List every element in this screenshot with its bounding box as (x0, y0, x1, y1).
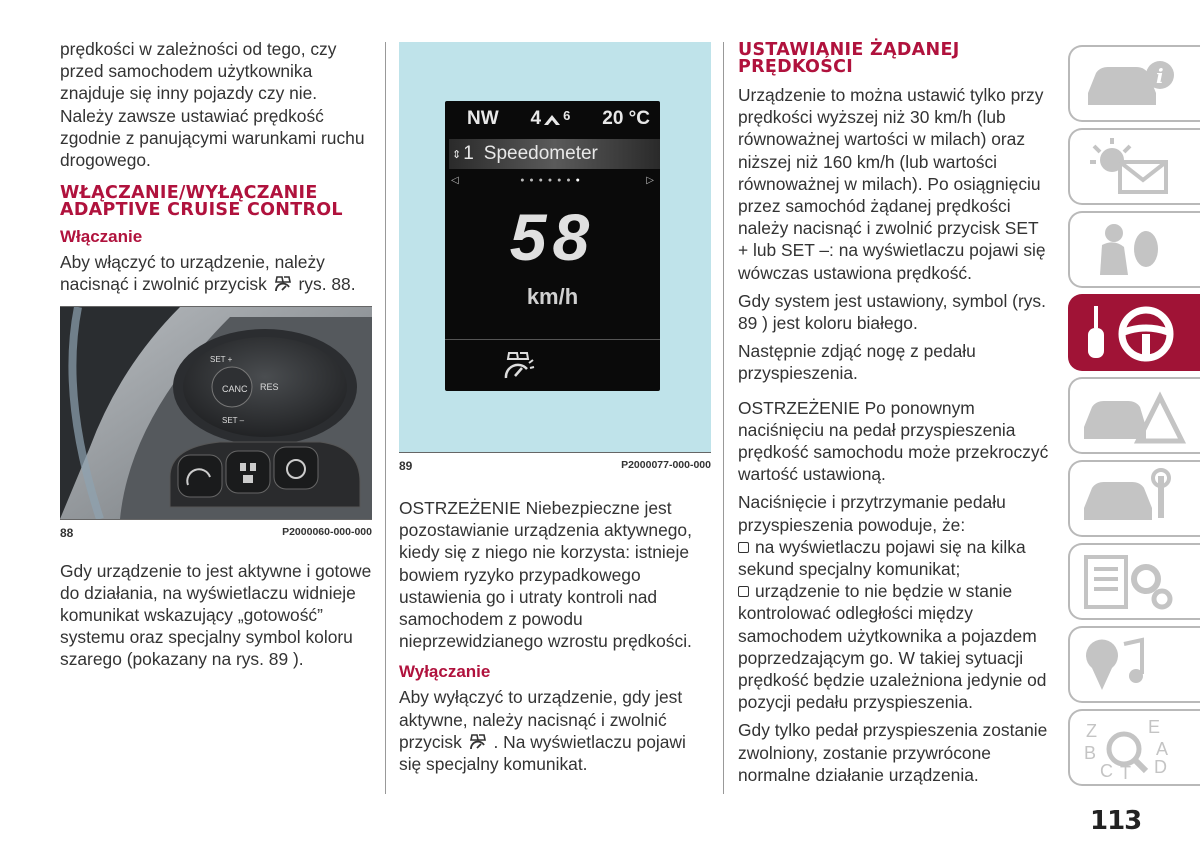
fig88-label-set-plus: SET + (210, 354, 233, 364)
bullet-1-text: na wyświetlaczu pojawi się na kilka sekund specjalny komunikat; (738, 536, 1026, 580)
menu-updown-icon: ⇕ (452, 148, 462, 161)
index-icon (1080, 717, 1190, 779)
paragraph-switch-off (399, 686, 711, 775)
figure-88-code: P2000060-000-000 (282, 525, 372, 538)
tab-warning-lights[interactable] (1068, 128, 1200, 205)
key-steering-wheel-icon (1080, 302, 1190, 364)
fig88-label-set-minus: SET – (222, 415, 245, 425)
index-letter-e: E (1148, 717, 1161, 737)
gear-shift-up-icon (544, 113, 560, 125)
column-divider-left (385, 42, 386, 794)
index-letter-a: A (1156, 739, 1169, 759)
column-divider-right (723, 42, 724, 794)
warning-lights-icon (1080, 136, 1190, 198)
technical-data-icon (1080, 551, 1190, 613)
fig88-label-canc: CANC (222, 383, 248, 394)
index-letter-z: Z (1086, 721, 1097, 741)
paragraph-warning-inactive: OSTRZEŻENIE Niebezpieczne jest pozostawianie urządzenia aktywnego, kiedy się z niego nie korzysta: istnieje bowiem ryzyko przypadkowego ustawienia go i utraty kontroli nad samochodem z powodu nieprzewidzianego wzrostu prędkości. (399, 498, 692, 652)
gear-target: 6 (563, 108, 571, 123)
figure-88-caption (60, 526, 372, 540)
index-letter-b: B (1084, 743, 1097, 763)
column-2 (399, 42, 711, 781)
page-right-arrow-icon: ▷ (646, 175, 654, 186)
tab-starting-driving[interactable] (1068, 294, 1200, 371)
figure-88 (60, 306, 372, 540)
paragraph-warning-exceed: OSTRZEŻENIE Po ponownym naciśnięciu na pedał przyspieszenia prędkość samochodu może przekroczyć wartość ustawioną. (738, 397, 1049, 485)
tab-maintenance[interactable] (1068, 460, 1200, 537)
figure-89-caption (399, 459, 711, 473)
index-letter-d: D (1154, 757, 1167, 777)
heading-set-speed: USTAWIANIE ŻĄDANEJ PRĘDKOŚCI (738, 40, 960, 77)
safety-airbag-icon (1080, 219, 1190, 281)
outside-temperature: 20 °C (602, 108, 650, 129)
acc-button-icon (274, 276, 292, 292)
switch-off-text-end: . Na wyświetlaczu pojawi się specjalny komunikat. (399, 731, 686, 775)
figure-89 (399, 42, 711, 473)
svg-text:i: i (1156, 64, 1164, 88)
paragraph-symbol-white: Gdy system jest ustawiony, symbol (rys. 89 ) jest koloru białego. (738, 290, 1046, 334)
tab-technical-data[interactable] (1068, 543, 1200, 620)
switch-on-text: Aby włączyć to urządzenie, należy nacisnąć i zwolnić przycisk (60, 252, 325, 295)
column-1 (60, 38, 372, 677)
tab-emergency[interactable] (1068, 377, 1200, 454)
car-info-icon (1080, 53, 1190, 115)
paragraph-release-pedal: Następnie zdjąć nogę z pedału przyspieszenia. (738, 341, 976, 384)
display-menu-bar (449, 139, 660, 169)
tab-multimedia[interactable] (1068, 626, 1200, 703)
instrument-display (445, 101, 660, 391)
compass-heading: NW (467, 108, 499, 129)
page-dots (451, 175, 654, 186)
bullet-box-icon (738, 542, 749, 553)
paragraph-switch-on (60, 251, 372, 295)
bullet-2-text: urządzenie to nie będzie w stanie kontrolować odległości między samochodem użytkownika a pojazdem poprzedzającym go. W takiej sytuacji prędkość będzie uzależniona jedynie od pozycji pedału przyspieszenia. (738, 581, 1047, 713)
paragraph-active-ready: Gdy urządzenie to jest aktywne i gotowe do działania, na wyświetlaczu widnieje komunikat wskazujący „gotowość” systemu oraz specjalny symbol koloru szarego (pokazany na rys. 89 ). (60, 560, 372, 670)
switch-off-text: Aby wyłączyć to urządzenie, gdy jest aktywne, należy nacisnąć i zwolnić przycisk (399, 687, 683, 752)
figure-89-code: P2000077-000-000 (621, 459, 711, 471)
steering-wheel-buttons-image (60, 307, 372, 519)
figure-89-number: 89 (399, 459, 413, 473)
index-letter-t: T (1120, 763, 1131, 779)
paragraph-hold-pedal: Naciśnięcie i przytrzymanie pedału przyspieszenia powoduje, że: (738, 492, 1006, 535)
maintenance-icon (1080, 468, 1190, 530)
bullet-item-2 (738, 580, 1050, 713)
speed-unit: km/h (526, 284, 579, 309)
speed-value: 58 (509, 200, 596, 274)
display-image-frame (399, 42, 711, 452)
heading-acc-on-off: WŁĄCZANIE/WYŁĄCZANIE ADAPTIVE CRUISE CONTROL (60, 183, 343, 221)
gear-indicator (531, 108, 571, 130)
bullet-box-icon (738, 586, 749, 597)
fig88-label-res: RES (260, 381, 279, 392)
paragraph-set-speed: Urządzenie to można ustawić tylko przy prędkości wyższej niż 30 km/h (lub równoważnej wartości w milach) oraz niższej niż 160 km/h (lub wartości równoważnej w milach). Po osiągnięciu przez samochód żądanej prędkości należy nacisnąć i zwolnić przycisk SET + lub SET –: na wyświetlaczu pojawi się wówczas ustawiona prędkość. (738, 85, 1046, 283)
acc-button-icon (469, 734, 487, 750)
subheading-switching-on: Włączanie (60, 227, 143, 247)
column-3 (738, 30, 1050, 792)
tab-car-info[interactable] (1068, 45, 1200, 122)
bullet-item-1 (738, 536, 1050, 580)
menu-title: Speedometer (483, 143, 598, 164)
page-number: 113 (1090, 806, 1142, 836)
emergency-icon (1080, 385, 1190, 447)
gear-value: 4 (530, 108, 542, 129)
subheading-switching-off: Wyłączanie (399, 662, 491, 682)
tab-index[interactable] (1068, 709, 1200, 786)
menu-index: 1 (463, 143, 474, 164)
paragraph-intro: prędkości w zależności od tego, czy przed samochodem użytkownika znajduje się inny pojazdy czy nie. Należy zawsze ustawiać prędkość zgodnie z panującymi warunkami ruchu drogowego. (60, 39, 365, 171)
tab-safety[interactable] (1068, 211, 1200, 288)
page-dot-indicators: ●●●●●●● (520, 177, 585, 184)
figure-88-number: 88 (60, 525, 74, 540)
multimedia-icon (1080, 634, 1190, 696)
page-left-arrow-icon: ◁ (451, 175, 459, 186)
paragraph-pedal-released: Gdy tylko pedał przyspieszenia zostanie zwolniony, zostanie przywrócone normalne działanie urządzenia. (738, 720, 1048, 785)
acc-status-icon (503, 351, 535, 381)
switch-on-figure-ref: rys. 88. (298, 274, 356, 295)
index-letter-c: C (1100, 761, 1113, 779)
